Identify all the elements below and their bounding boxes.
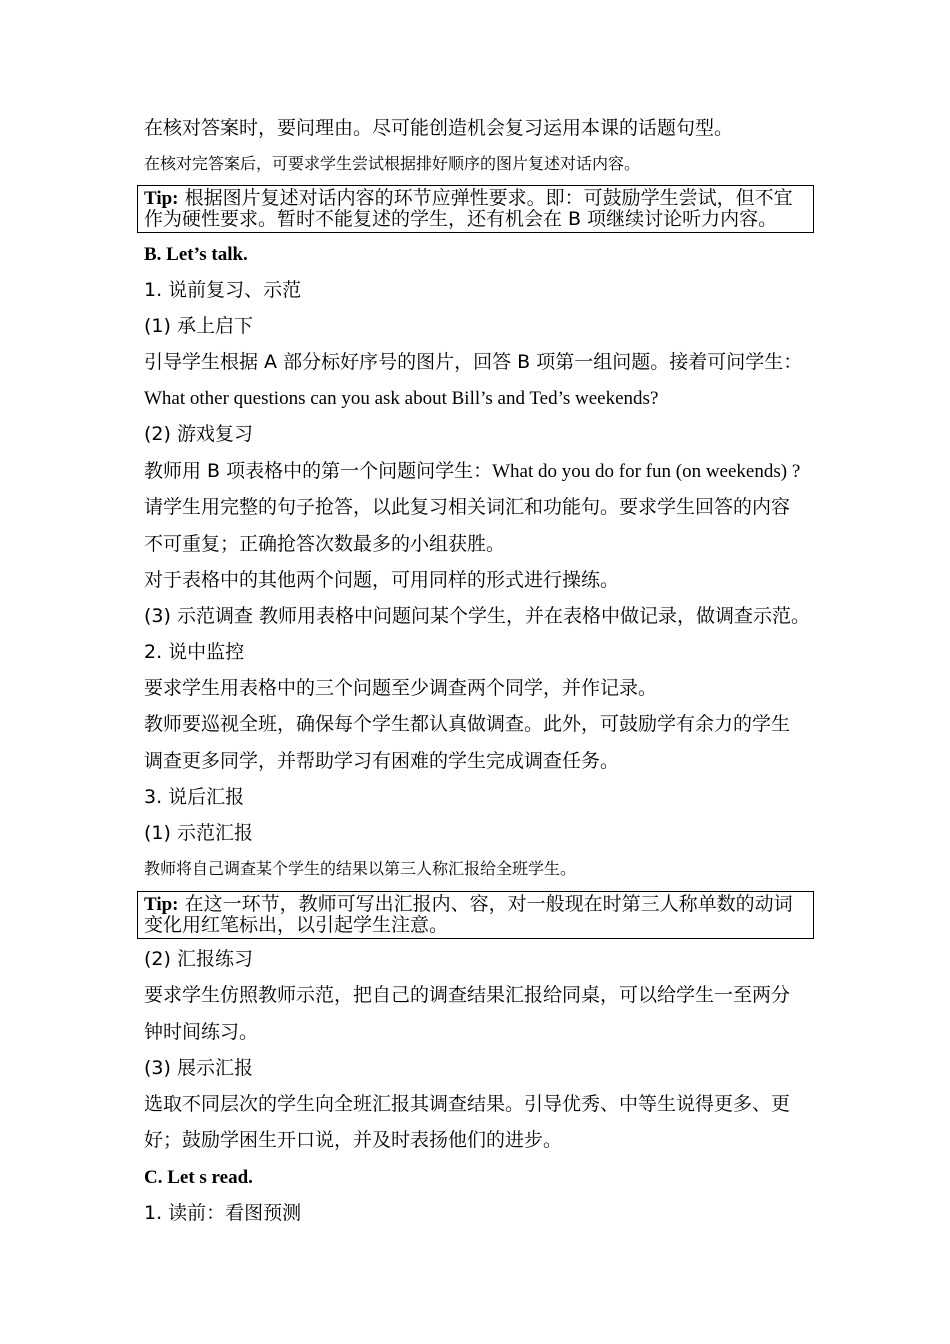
step-b1-2-text-3: 不可重复；正确抢答次数最多的小组获胜。 xyxy=(144,533,506,555)
tip-1-line-1 xyxy=(144,188,807,209)
step-b3-2-heading: (2) 汇报练习 xyxy=(144,948,253,970)
step-b2-text-1: 要求学生用表格中的三个问题至少调查两个同学，并作记录。 xyxy=(144,677,658,699)
paragraph-check-answers: 在核对答案时，要问理由。尽可能创造机会复习运用本课的话题句型。 xyxy=(144,117,734,139)
tip-2-line-1 xyxy=(144,894,807,915)
step-b1-3-text: (3) 示范调查 教师用表格中问题问某个学生，并在表格中做记录，做调查示范。 xyxy=(144,605,810,627)
step-b3-3-text-2: 好；鼓励学困生开口说，并及时表扬他们的进步。 xyxy=(144,1129,563,1151)
tip-1-label: Tip: xyxy=(144,188,179,209)
tip-2-label: Tip: xyxy=(144,894,179,915)
step-b1-2-text-2: 请学生用完整的句子抢答，以此复习相关词汇和功能句。要求学生回答的内容 xyxy=(144,496,791,518)
tip-box-2 xyxy=(137,891,814,939)
paragraph-retell: 在核对完答案后，可要求学生尝试根据排好顺序的图片复述对话内容。 xyxy=(144,154,641,173)
tip-box-1 xyxy=(137,185,814,233)
step-b1-1-text: 引导学生根据 A 部分标好序号的图片，回答 B 项第一组问题。接着可问学生： xyxy=(144,351,803,373)
step-b3-1-heading: (1) 示范汇报 xyxy=(144,822,253,844)
section-heading-c: C. Let s read. xyxy=(144,1167,253,1188)
step-b3-heading: 3. 说后汇报 xyxy=(144,786,245,808)
step-c1-heading: 1. 读前：看图预测 xyxy=(144,1202,302,1224)
step-b1-1-question: What other questions can you ask about Bill’s and Ted’s weekends? xyxy=(144,388,659,409)
step-b3-2-text-2: 钟时间练习。 xyxy=(144,1021,259,1043)
step-b1-2-heading: (2) 游戏复习 xyxy=(144,423,253,445)
tip-1-line-2: 作为硬性要求。暂时不能复述的学生，还有机会在 B 项继续讨论听力内容。 xyxy=(144,208,778,230)
step-b1-2-text-zh: 教师用 B 项表格中的第一个问题问学生： xyxy=(144,460,493,482)
step-b1-2-text-4: 对于表格中的其他两个问题，可用同样的形式进行操练。 xyxy=(144,569,620,591)
step-b2-text-3: 调查更多同学，并帮助学习有困难的学生完成调查任务。 xyxy=(144,750,620,772)
tip-1-text-1: 根据图片复述对话内容的环节应弹性要求。即：可鼓励学生尝试，但不宜 xyxy=(184,187,793,209)
step-b2-text-2: 教师要巡视全班，确保每个学生都认真做调查。此外，可鼓励学有余力的学生 xyxy=(144,713,791,735)
step-b1-heading: 1. 说前复习、示范 xyxy=(144,279,302,301)
step-b2-heading: 2. 说中监控 xyxy=(144,641,245,663)
step-b3-1-text: 教师将自己调查某个学生的结果以第三人称汇报给全班学生。 xyxy=(144,859,577,878)
step-b3-3-heading: (3) 展示汇报 xyxy=(144,1057,253,1079)
tip-2-line-2: 变化用红笔标出，以引起学生注意。 xyxy=(144,914,449,936)
section-heading-b: B. Let’s talk. xyxy=(144,244,248,265)
step-b1-2-text-en: What do you do for fun (on weekends) ? xyxy=(492,461,801,482)
tip-2-text-1: 在这一环节，教师可写出汇报内、容，对一般现在时第三人称单数的动词 xyxy=(184,893,793,915)
step-b1-1-heading: (1) 承上启下 xyxy=(144,315,253,337)
step-b1-2-text xyxy=(144,459,800,484)
step-b3-2-text-1: 要求学生仿照教师示范，把自己的调查结果汇报给同桌，可以给学生一至两分 xyxy=(144,984,791,1006)
step-b3-3-text-1: 选取不同层次的学生向全班汇报其调查结果。引导优秀、中等生说得更多、更 xyxy=(144,1093,791,1115)
